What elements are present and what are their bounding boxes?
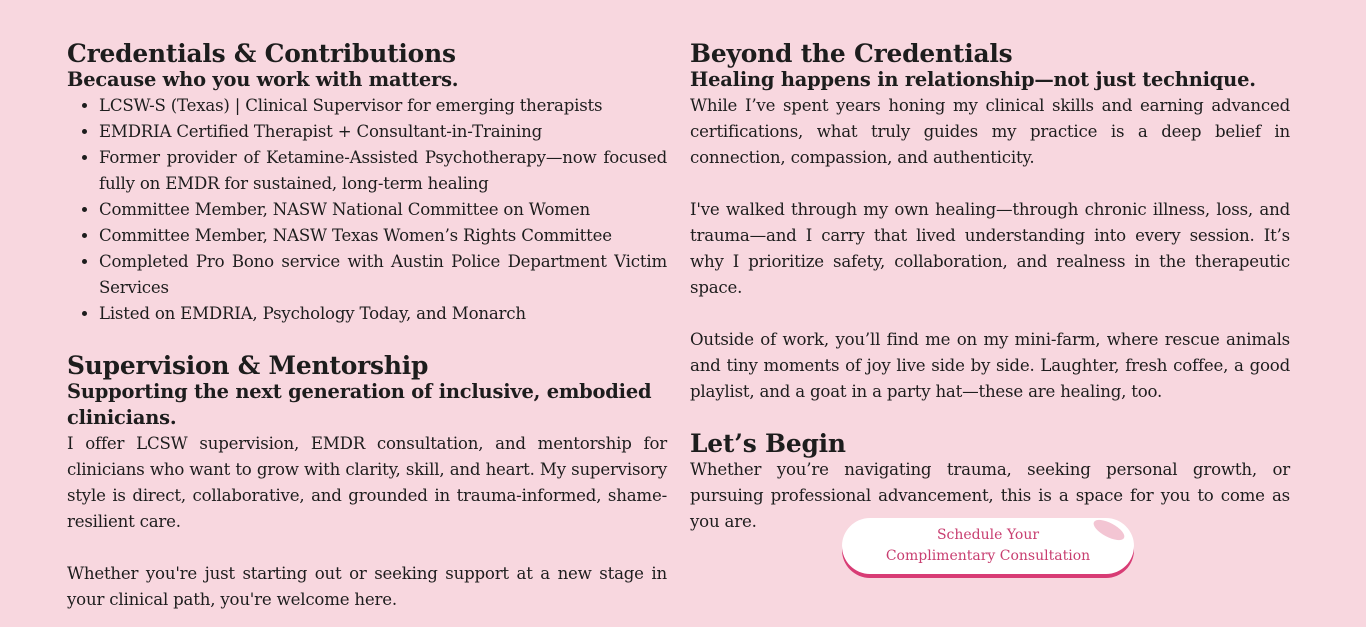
schedule-consultation-label: Schedule Your Complimentary Consultation — [885, 527, 1091, 564]
credentials-list-item: • Former provider of Ketamine-Assisted Psychotherapy—now focused fully on EMDR for sustained, long-term healing — [99, 145, 667, 197]
begin-title: Let’s Begin — [690, 429, 846, 458]
left-column — [67, 41, 667, 613]
beyond-subtitle: Healing happens in relationship—not just technique. — [690, 68, 1256, 91]
credentials-list-item: • Committee Member, NASW National Committee on Women — [99, 197, 667, 223]
beyond-paragraph-3: Outside of work, you’ll find me on my mini-farm, where rescue animals and tiny moments of joy live side by side. Laughter, fresh coffee, a good playlist, and a goat in a party hat—these are healing, too. — [690, 330, 1290, 401]
credentials-list-item: • Listed on EMDRIA, Psychology Today, and Monarch — [99, 301, 667, 327]
supervision-subtitle: Supporting the next generation of inclusive, embodied clinicians. — [67, 380, 652, 429]
supervision-paragraph: I offer LCSW supervision, EMDR consultation, and mentorship for clinicians who want to grow with clarity, skill, and heart. My supervisory style is direct, collaborative, and grounded in trauma-informed, shame-resilient care. — [67, 434, 667, 531]
credentials-list-item: • Committee Member, NASW Texas Women’s Rights Committee — [99, 223, 667, 249]
beyond-paragraph: While I’ve spent years honing my clinical skills and earning advanced certifications, what truly guides my practice is a deep belief in connection, compassion, and authenticity. — [690, 96, 1290, 167]
credentials-title: Credentials & Contributions — [67, 39, 456, 68]
credentials-subtitle: Because who you work with matters. — [67, 68, 459, 91]
begin-paragraph: Whether you’re navigating trauma, seeking personal growth, or pursuing professional advancement, this is a space for you to come as you are. — [690, 460, 1290, 531]
schedule-consultation-button[interactable] — [842, 518, 1134, 574]
right-column — [690, 41, 1290, 535]
beyond-paragraph-2: I've walked through my own healing—through chronic illness, loss, and trauma—and I carry that lived understanding into every session. It’s why I prioritize safety, collaboration, and realness in the therapeutic space. — [690, 200, 1290, 297]
credentials-list-item: • Completed Pro Bono service with Austin Police Department Victim Services — [99, 249, 667, 301]
supervision-paragraph-2: Whether you're just starting out or seeking support at a new stage in your clinical path, you're welcome here. — [67, 564, 667, 609]
supervision-title: Supervision & Mentorship — [67, 351, 429, 380]
credentials-list-item: • EMDRIA Certified Therapist + Consultant-in-Training — [99, 119, 667, 145]
beyond-title: Beyond the Credentials — [690, 39, 1013, 68]
credentials-list — [67, 93, 667, 327]
credentials-list-item: • LCSW-S (Texas) | Clinical Supervisor for emerging therapists — [99, 93, 667, 119]
